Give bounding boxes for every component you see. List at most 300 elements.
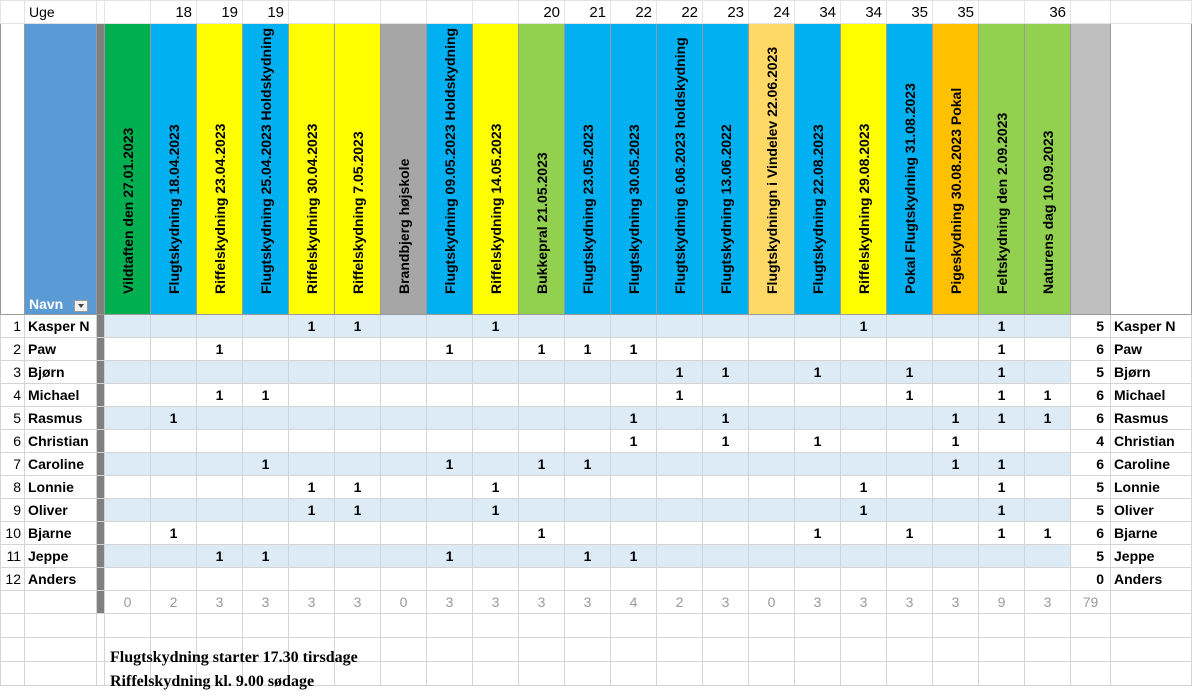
member-name-repeat[interactable]: Anders bbox=[1111, 568, 1192, 591]
attendance-cell[interactable] bbox=[703, 568, 749, 591]
attendance-cell[interactable]: 1 bbox=[1025, 522, 1071, 545]
attendance-cell[interactable]: 1 bbox=[703, 430, 749, 453]
attendance-cell[interactable] bbox=[381, 430, 427, 453]
attendance-cell[interactable] bbox=[611, 315, 657, 338]
empty-cell[interactable] bbox=[1071, 662, 1111, 686]
attendance-cell[interactable] bbox=[473, 545, 519, 568]
event-header[interactable] bbox=[795, 24, 841, 315]
attendance-cell[interactable]: 1 bbox=[473, 315, 519, 338]
member-name[interactable]: Rasmus bbox=[25, 407, 97, 430]
attendance-cell[interactable] bbox=[933, 545, 979, 568]
attendance-cell[interactable] bbox=[611, 568, 657, 591]
attendance-cell[interactable] bbox=[933, 476, 979, 499]
empty-cell[interactable] bbox=[611, 614, 657, 638]
column-total[interactable]: 3 bbox=[933, 591, 979, 614]
attendance-cell[interactable] bbox=[105, 568, 151, 591]
member-name-repeat[interactable]: Caroline bbox=[1111, 453, 1192, 476]
attendance-cell[interactable] bbox=[749, 338, 795, 361]
column-total[interactable]: 3 bbox=[703, 591, 749, 614]
attendance-cell[interactable]: 1 bbox=[887, 522, 933, 545]
attendance-cell[interactable]: 1 bbox=[979, 499, 1025, 522]
attendance-cell[interactable]: 1 bbox=[427, 453, 473, 476]
attendance-cell[interactable]: 1 bbox=[933, 453, 979, 476]
row-number[interactable]: 6 bbox=[1, 430, 25, 453]
attendance-cell[interactable]: 1 bbox=[795, 522, 841, 545]
member-name[interactable]: Paw bbox=[25, 338, 97, 361]
column-total[interactable]: 3 bbox=[519, 591, 565, 614]
empty-cell[interactable] bbox=[1, 662, 25, 686]
row-number[interactable]: 1 bbox=[1, 315, 25, 338]
attendance-cell[interactable] bbox=[933, 338, 979, 361]
attendance-cell[interactable] bbox=[381, 522, 427, 545]
attendance-cell[interactable] bbox=[749, 384, 795, 407]
attendance-cell[interactable] bbox=[611, 522, 657, 545]
attendance-cell[interactable] bbox=[795, 407, 841, 430]
attendance-cell[interactable] bbox=[887, 568, 933, 591]
member-total[interactable]: 5 bbox=[1071, 499, 1111, 522]
attendance-cell[interactable] bbox=[657, 476, 703, 499]
attendance-cell[interactable] bbox=[1025, 338, 1071, 361]
empty-cell[interactable] bbox=[795, 662, 841, 686]
event-header[interactable] bbox=[749, 24, 795, 315]
event-header[interactable] bbox=[841, 24, 887, 315]
filter-dropdown-icon[interactable] bbox=[74, 300, 88, 312]
attendance-cell[interactable]: 1 bbox=[611, 430, 657, 453]
event-header[interactable] bbox=[933, 24, 979, 315]
attendance-cell[interactable] bbox=[243, 568, 289, 591]
attendance-cell[interactable] bbox=[565, 522, 611, 545]
member-total[interactable]: 4 bbox=[1071, 430, 1111, 453]
attendance-cell[interactable]: 1 bbox=[933, 430, 979, 453]
column-total[interactable]: 2 bbox=[657, 591, 703, 614]
attendance-cell[interactable] bbox=[887, 499, 933, 522]
attendance-cell[interactable] bbox=[473, 568, 519, 591]
member-total[interactable]: 6 bbox=[1071, 384, 1111, 407]
event-header[interactable] bbox=[611, 24, 657, 315]
member-total[interactable]: 6 bbox=[1071, 338, 1111, 361]
attendance-cell[interactable] bbox=[105, 338, 151, 361]
empty-cell[interactable] bbox=[335, 614, 381, 638]
row-number[interactable]: 7 bbox=[1, 453, 25, 476]
member-name-repeat[interactable]: Jeppe bbox=[1111, 545, 1192, 568]
attendance-cell[interactable] bbox=[289, 568, 335, 591]
attendance-cell[interactable] bbox=[565, 568, 611, 591]
attendance-cell[interactable] bbox=[749, 545, 795, 568]
attendance-cell[interactable]: 1 bbox=[887, 361, 933, 384]
attendance-cell[interactable]: 1 bbox=[197, 384, 243, 407]
member-name[interactable]: Jeppe bbox=[25, 545, 97, 568]
empty-cell[interactable] bbox=[611, 638, 657, 662]
empty-cell[interactable] bbox=[1111, 662, 1192, 686]
empty-cell[interactable] bbox=[519, 662, 565, 686]
attendance-cell[interactable]: 1 bbox=[473, 499, 519, 522]
attendance-cell[interactable] bbox=[381, 361, 427, 384]
empty-cell[interactable] bbox=[979, 662, 1025, 686]
attendance-cell[interactable] bbox=[519, 499, 565, 522]
empty-cell[interactable] bbox=[1111, 638, 1192, 662]
attendance-cell[interactable] bbox=[611, 499, 657, 522]
attendance-cell[interactable]: 1 bbox=[611, 407, 657, 430]
attendance-cell[interactable] bbox=[427, 522, 473, 545]
attendance-cell[interactable] bbox=[151, 315, 197, 338]
attendance-cell[interactable] bbox=[105, 453, 151, 476]
event-header[interactable] bbox=[335, 24, 381, 315]
attendance-cell[interactable] bbox=[565, 430, 611, 453]
attendance-cell[interactable] bbox=[841, 453, 887, 476]
attendance-cell[interactable]: 1 bbox=[795, 430, 841, 453]
attendance-cell[interactable] bbox=[657, 522, 703, 545]
attendance-cell[interactable] bbox=[887, 338, 933, 361]
attendance-cell[interactable] bbox=[427, 315, 473, 338]
column-total[interactable]: 3 bbox=[335, 591, 381, 614]
empty-cell[interactable] bbox=[1, 614, 25, 638]
week-number[interactable]: 34 bbox=[841, 1, 887, 24]
member-name-repeat[interactable]: Michael bbox=[1111, 384, 1192, 407]
attendance-cell[interactable] bbox=[841, 361, 887, 384]
column-total[interactable]: 3 bbox=[887, 591, 933, 614]
attendance-cell[interactable] bbox=[427, 499, 473, 522]
attendance-cell[interactable] bbox=[105, 315, 151, 338]
attendance-cell[interactable]: 1 bbox=[795, 361, 841, 384]
attendance-cell[interactable] bbox=[1025, 315, 1071, 338]
attendance-cell[interactable] bbox=[887, 315, 933, 338]
empty-cell[interactable] bbox=[703, 638, 749, 662]
column-total[interactable]: 3 bbox=[1025, 591, 1071, 614]
empty-cell[interactable] bbox=[887, 662, 933, 686]
attendance-cell[interactable] bbox=[611, 453, 657, 476]
empty-cell[interactable] bbox=[1025, 614, 1071, 638]
attendance-cell[interactable] bbox=[1025, 568, 1071, 591]
attendance-cell[interactable] bbox=[979, 430, 1025, 453]
attendance-cell[interactable] bbox=[841, 522, 887, 545]
empty-cell[interactable] bbox=[1071, 614, 1111, 638]
attendance-cell[interactable]: 1 bbox=[243, 453, 289, 476]
attendance-cell[interactable] bbox=[795, 476, 841, 499]
attendance-cell[interactable] bbox=[335, 522, 381, 545]
empty-cell[interactable] bbox=[289, 614, 335, 638]
attendance-cell[interactable] bbox=[795, 568, 841, 591]
column-total[interactable]: 3 bbox=[197, 591, 243, 614]
attendance-cell[interactable] bbox=[473, 338, 519, 361]
attendance-cell[interactable] bbox=[519, 361, 565, 384]
empty-cell[interactable] bbox=[933, 638, 979, 662]
attendance-cell[interactable] bbox=[105, 476, 151, 499]
row-number[interactable]: 8 bbox=[1, 476, 25, 499]
attendance-cell[interactable]: 1 bbox=[841, 499, 887, 522]
member-name-repeat[interactable]: Paw bbox=[1111, 338, 1192, 361]
attendance-cell[interactable] bbox=[105, 361, 151, 384]
attendance-cell[interactable]: 1 bbox=[887, 384, 933, 407]
member-name-repeat[interactable]: Oliver bbox=[1111, 499, 1192, 522]
empty-cell[interactable] bbox=[703, 662, 749, 686]
member-name-repeat[interactable]: Rasmus bbox=[1111, 407, 1192, 430]
week-number[interactable]: 22 bbox=[611, 1, 657, 24]
attendance-cell[interactable]: 1 bbox=[519, 453, 565, 476]
empty-cell[interactable] bbox=[795, 614, 841, 638]
attendance-cell[interactable] bbox=[611, 476, 657, 499]
week-number[interactable]: 35 bbox=[933, 1, 979, 24]
attendance-cell[interactable] bbox=[381, 453, 427, 476]
attendance-cell[interactable]: 1 bbox=[473, 476, 519, 499]
attendance-cell[interactable] bbox=[749, 568, 795, 591]
attendance-cell[interactable] bbox=[381, 499, 427, 522]
attendance-cell[interactable]: 1 bbox=[979, 361, 1025, 384]
member-name[interactable]: Michael bbox=[25, 384, 97, 407]
attendance-cell[interactable] bbox=[381, 476, 427, 499]
attendance-cell[interactable] bbox=[151, 568, 197, 591]
column-total[interactable]: 3 bbox=[473, 591, 519, 614]
attendance-cell[interactable] bbox=[657, 499, 703, 522]
attendance-cell[interactable] bbox=[565, 361, 611, 384]
attendance-cell[interactable] bbox=[151, 338, 197, 361]
event-header[interactable] bbox=[887, 24, 933, 315]
attendance-cell[interactable]: 1 bbox=[703, 407, 749, 430]
attendance-cell[interactable]: 1 bbox=[657, 384, 703, 407]
attendance-cell[interactable] bbox=[335, 568, 381, 591]
attendance-cell[interactable] bbox=[473, 407, 519, 430]
attendance-cell[interactable] bbox=[243, 476, 289, 499]
attendance-cell[interactable] bbox=[105, 522, 151, 545]
attendance-cell[interactable]: 1 bbox=[979, 476, 1025, 499]
attendance-cell[interactable] bbox=[703, 315, 749, 338]
row-number[interactable]: 3 bbox=[1, 361, 25, 384]
attendance-cell[interactable] bbox=[979, 568, 1025, 591]
attendance-cell[interactable]: 1 bbox=[519, 522, 565, 545]
event-header[interactable] bbox=[1025, 24, 1071, 315]
member-total[interactable]: 6 bbox=[1071, 522, 1111, 545]
attendance-cell[interactable] bbox=[243, 522, 289, 545]
attendance-cell[interactable]: 1 bbox=[979, 338, 1025, 361]
member-total[interactable]: 6 bbox=[1071, 453, 1111, 476]
attendance-cell[interactable] bbox=[933, 361, 979, 384]
week-number[interactable] bbox=[427, 1, 473, 24]
event-header[interactable] bbox=[105, 24, 151, 315]
attendance-cell[interactable] bbox=[933, 315, 979, 338]
empty-cell[interactable] bbox=[841, 638, 887, 662]
attendance-cell[interactable] bbox=[887, 407, 933, 430]
attendance-cell[interactable]: 1 bbox=[335, 476, 381, 499]
attendance-cell[interactable] bbox=[151, 361, 197, 384]
attendance-cell[interactable] bbox=[795, 499, 841, 522]
attendance-cell[interactable]: 1 bbox=[611, 338, 657, 361]
empty-cell[interactable] bbox=[887, 638, 933, 662]
event-header[interactable] bbox=[151, 24, 197, 315]
attendance-cell[interactable] bbox=[427, 476, 473, 499]
attendance-cell[interactable] bbox=[565, 384, 611, 407]
column-total[interactable]: 9 bbox=[979, 591, 1025, 614]
attendance-cell[interactable] bbox=[335, 384, 381, 407]
column-total[interactable]: 3 bbox=[289, 591, 335, 614]
attendance-cell[interactable] bbox=[657, 568, 703, 591]
attendance-cell[interactable] bbox=[151, 384, 197, 407]
row-number[interactable]: 10 bbox=[1, 522, 25, 545]
attendance-cell[interactable] bbox=[151, 499, 197, 522]
empty-cell[interactable] bbox=[749, 638, 795, 662]
attendance-cell[interactable]: 1 bbox=[335, 499, 381, 522]
member-total[interactable]: 5 bbox=[1071, 476, 1111, 499]
attendance-cell[interactable] bbox=[381, 407, 427, 430]
attendance-cell[interactable]: 1 bbox=[703, 361, 749, 384]
attendance-cell[interactable] bbox=[381, 338, 427, 361]
attendance-cell[interactable] bbox=[933, 384, 979, 407]
attendance-cell[interactable]: 1 bbox=[933, 407, 979, 430]
attendance-cell[interactable]: 1 bbox=[289, 315, 335, 338]
attendance-cell[interactable] bbox=[427, 407, 473, 430]
week-number[interactable]: 19 bbox=[243, 1, 289, 24]
empty-cell[interactable] bbox=[565, 614, 611, 638]
column-total[interactable]: 0 bbox=[381, 591, 427, 614]
column-total[interactable]: 3 bbox=[795, 591, 841, 614]
week-number[interactable] bbox=[105, 1, 151, 24]
empty-cell[interactable] bbox=[979, 614, 1025, 638]
navn-header[interactable] bbox=[25, 24, 97, 315]
member-name[interactable]: Kasper N bbox=[25, 315, 97, 338]
attendance-cell[interactable] bbox=[473, 453, 519, 476]
attendance-cell[interactable] bbox=[151, 430, 197, 453]
attendance-cell[interactable] bbox=[335, 361, 381, 384]
empty-cell[interactable] bbox=[97, 662, 105, 686]
event-header[interactable] bbox=[381, 24, 427, 315]
attendance-cell[interactable] bbox=[335, 545, 381, 568]
week-number[interactable] bbox=[979, 1, 1025, 24]
attendance-cell[interactable] bbox=[105, 384, 151, 407]
empty-cell[interactable] bbox=[243, 614, 289, 638]
attendance-cell[interactable] bbox=[749, 476, 795, 499]
event-header[interactable] bbox=[289, 24, 335, 315]
empty-cell[interactable] bbox=[427, 614, 473, 638]
empty-cell[interactable] bbox=[749, 614, 795, 638]
empty-cell[interactable] bbox=[473, 638, 519, 662]
member-name[interactable]: Oliver bbox=[25, 499, 97, 522]
attendance-cell[interactable] bbox=[703, 545, 749, 568]
column-total[interactable]: 2 bbox=[151, 591, 197, 614]
attendance-cell[interactable] bbox=[565, 407, 611, 430]
week-number[interactable] bbox=[473, 1, 519, 24]
attendance-cell[interactable] bbox=[795, 338, 841, 361]
attendance-cell[interactable] bbox=[887, 545, 933, 568]
attendance-cell[interactable] bbox=[197, 361, 243, 384]
week-number[interactable]: 21 bbox=[565, 1, 611, 24]
attendance-cell[interactable] bbox=[703, 476, 749, 499]
event-header[interactable] bbox=[243, 24, 289, 315]
column-total[interactable]: 4 bbox=[611, 591, 657, 614]
member-name[interactable]: Anders bbox=[25, 568, 97, 591]
attendance-cell[interactable] bbox=[657, 407, 703, 430]
attendance-cell[interactable]: 1 bbox=[197, 545, 243, 568]
empty-cell[interactable] bbox=[1025, 638, 1071, 662]
column-total[interactable]: 3 bbox=[243, 591, 289, 614]
attendance-cell[interactable] bbox=[1025, 361, 1071, 384]
attendance-cell[interactable] bbox=[289, 338, 335, 361]
attendance-cell[interactable] bbox=[657, 338, 703, 361]
empty-cell[interactable] bbox=[887, 614, 933, 638]
empty-cell[interactable] bbox=[197, 614, 243, 638]
event-header[interactable] bbox=[519, 24, 565, 315]
attendance-cell[interactable] bbox=[105, 545, 151, 568]
attendance-cell[interactable] bbox=[243, 361, 289, 384]
attendance-cell[interactable] bbox=[1025, 476, 1071, 499]
week-number[interactable]: 24 bbox=[749, 1, 795, 24]
empty-cell[interactable] bbox=[97, 614, 105, 638]
empty-cell[interactable] bbox=[841, 614, 887, 638]
attendance-cell[interactable] bbox=[289, 361, 335, 384]
attendance-cell[interactable] bbox=[887, 453, 933, 476]
attendance-cell[interactable] bbox=[1025, 545, 1071, 568]
member-name-repeat[interactable]: Kasper N bbox=[1111, 315, 1192, 338]
attendance-cell[interactable] bbox=[703, 384, 749, 407]
attendance-cell[interactable]: 1 bbox=[611, 545, 657, 568]
attendance-cell[interactable] bbox=[473, 430, 519, 453]
attendance-cell[interactable] bbox=[289, 545, 335, 568]
attendance-cell[interactable]: 1 bbox=[289, 476, 335, 499]
attendance-cell[interactable] bbox=[795, 453, 841, 476]
attendance-cell[interactable] bbox=[841, 568, 887, 591]
attendance-cell[interactable] bbox=[749, 361, 795, 384]
empty-cell[interactable] bbox=[841, 662, 887, 686]
attendance-cell[interactable] bbox=[105, 407, 151, 430]
attendance-cell[interactable] bbox=[335, 430, 381, 453]
attendance-cell[interactable] bbox=[565, 476, 611, 499]
empty-cell[interactable] bbox=[1111, 614, 1192, 638]
attendance-cell[interactable] bbox=[381, 545, 427, 568]
attendance-cell[interactable] bbox=[289, 522, 335, 545]
week-number[interactable] bbox=[381, 1, 427, 24]
attendance-cell[interactable]: 1 bbox=[565, 545, 611, 568]
attendance-cell[interactable] bbox=[335, 338, 381, 361]
attendance-cell[interactable] bbox=[427, 361, 473, 384]
empty-cell[interactable] bbox=[519, 638, 565, 662]
empty-cell[interactable] bbox=[381, 614, 427, 638]
event-header[interactable] bbox=[473, 24, 519, 315]
column-total[interactable]: 3 bbox=[427, 591, 473, 614]
member-name[interactable]: Bjørn bbox=[25, 361, 97, 384]
attendance-cell[interactable] bbox=[289, 453, 335, 476]
empty-cell[interactable] bbox=[703, 614, 749, 638]
empty-cell[interactable] bbox=[933, 614, 979, 638]
attendance-cell[interactable] bbox=[749, 407, 795, 430]
attendance-cell[interactable] bbox=[289, 430, 335, 453]
empty-cell[interactable] bbox=[25, 638, 97, 662]
member-name-repeat[interactable]: Bjørn bbox=[1111, 361, 1192, 384]
attendance-cell[interactable] bbox=[887, 430, 933, 453]
attendance-cell[interactable] bbox=[197, 315, 243, 338]
attendance-cell[interactable] bbox=[519, 430, 565, 453]
attendance-cell[interactable] bbox=[657, 545, 703, 568]
attendance-cell[interactable] bbox=[473, 361, 519, 384]
attendance-cell[interactable] bbox=[243, 430, 289, 453]
attendance-cell[interactable] bbox=[841, 545, 887, 568]
member-total[interactable]: 5 bbox=[1071, 361, 1111, 384]
grand-total[interactable]: 79 bbox=[1071, 591, 1111, 614]
attendance-cell[interactable] bbox=[1025, 499, 1071, 522]
column-total[interactable]: 0 bbox=[105, 591, 151, 614]
week-number[interactable]: 23 bbox=[703, 1, 749, 24]
attendance-cell[interactable] bbox=[795, 384, 841, 407]
member-name[interactable]: Christian bbox=[25, 430, 97, 453]
attendance-cell[interactable] bbox=[703, 499, 749, 522]
empty-cell[interactable] bbox=[25, 614, 97, 638]
attendance-cell[interactable] bbox=[657, 315, 703, 338]
attendance-cell[interactable]: 1 bbox=[979, 315, 1025, 338]
attendance-cell[interactable] bbox=[381, 568, 427, 591]
attendance-cell[interactable] bbox=[151, 453, 197, 476]
attendance-cell[interactable] bbox=[749, 453, 795, 476]
attendance-cell[interactable] bbox=[749, 499, 795, 522]
attendance-cell[interactable]: 1 bbox=[197, 338, 243, 361]
attendance-cell[interactable]: 1 bbox=[289, 499, 335, 522]
attendance-cell[interactable] bbox=[749, 522, 795, 545]
attendance-cell[interactable] bbox=[289, 384, 335, 407]
